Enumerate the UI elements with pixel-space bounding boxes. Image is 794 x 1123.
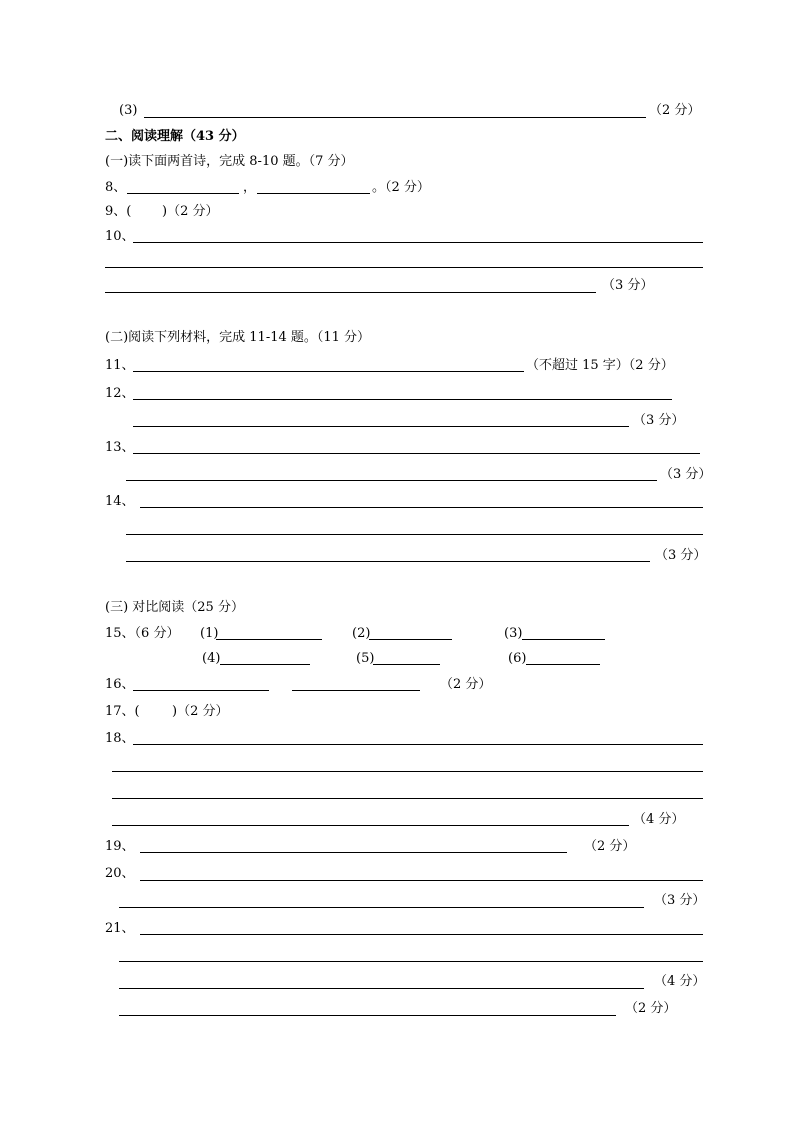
q15-blank-5[interactable] — [373, 664, 440, 665]
q19-number: 19、 — [105, 839, 135, 854]
q16-answer-line-2[interactable] — [292, 690, 420, 691]
q15-blank-label-2: (2) — [352, 626, 371, 641]
q11-answer-line[interactable] — [133, 371, 524, 372]
q15-blank-label-4: (4) — [202, 651, 221, 666]
q20-answer-line-2[interactable] — [119, 907, 644, 908]
part2-title: (二)阅读下列材料，完成 11-14 题。（11 分） — [105, 330, 371, 345]
q15-blank-label-1: (1) — [200, 626, 219, 641]
q21-number: 21、 — [105, 921, 135, 936]
q15-blank-label-3: (3) — [504, 626, 523, 641]
q11-score: （不超过 15 字）（2 分） — [526, 358, 674, 373]
q17-number: 17、( — [105, 704, 140, 719]
q20-score: （3 分） — [654, 893, 706, 908]
q15-blank-1[interactable] — [216, 639, 322, 640]
q20-answer-line-1[interactable] — [140, 880, 703, 881]
q15-number: 15、（6 分） — [105, 626, 180, 641]
q13-answer-line-2[interactable] — [126, 480, 657, 481]
q15-blank-4[interactable] — [220, 664, 310, 665]
q16-number: 16、 — [105, 677, 135, 692]
q15-blank-label-5: (5) — [356, 651, 375, 666]
q21-answer-line-4[interactable] — [119, 1015, 616, 1016]
q10-number: 10、 — [105, 229, 135, 244]
q8-comma: ， — [243, 180, 257, 195]
q21-score-2: （2 分） — [625, 1001, 677, 1016]
q3-score: （2 分） — [649, 103, 701, 118]
q8-answer-line-2[interactable] — [257, 193, 370, 194]
q15-blank-label-6: (6) — [508, 651, 527, 666]
q8-score: 。（2 分） — [372, 180, 430, 195]
q19-score: （2 分） — [584, 839, 636, 854]
q9-number: 9、( — [105, 204, 132, 219]
q15-blank-3[interactable] — [522, 639, 605, 640]
q13-answer-line-1[interactable] — [133, 453, 700, 454]
q11-number: 11、 — [105, 358, 135, 373]
q13-score: （3 分） — [660, 467, 712, 482]
q12-number: 12、 — [105, 386, 135, 401]
q16-answer-line-1[interactable] — [133, 690, 269, 691]
q10-answer-line-1[interactable] — [133, 242, 703, 243]
q9-score: )（2 分） — [162, 204, 219, 219]
q21-answer-line-1[interactable] — [140, 934, 703, 935]
q18-answer-line-2[interactable] — [112, 771, 703, 772]
q13-number: 13、 — [105, 440, 135, 455]
q14-answer-line-3[interactable] — [126, 561, 650, 562]
q3-answer-line[interactable] — [144, 117, 646, 118]
q20-number: 20、 — [105, 866, 135, 881]
q15-blank-6[interactable] — [526, 664, 600, 665]
q12-answer-line-1[interactable] — [133, 399, 672, 400]
q18-answer-line-1[interactable] — [133, 744, 703, 745]
q19-answer-line[interactable] — [140, 852, 567, 853]
q18-answer-line-4[interactable] — [112, 825, 629, 826]
q17-score: )（2 分） — [172, 704, 229, 719]
q10-answer-line-2[interactable] — [105, 267, 703, 268]
q18-answer-line-3[interactable] — [112, 798, 703, 799]
q12-score: （3 分） — [633, 413, 685, 428]
q18-number: 18、 — [105, 731, 135, 746]
q15-blank-2[interactable] — [369, 639, 452, 640]
q18-score: （4 分） — [633, 812, 685, 827]
q8-answer-line-1[interactable] — [127, 193, 239, 194]
q21-score-1: （4 分） — [654, 974, 706, 989]
q14-score: （3 分） — [655, 548, 707, 563]
q21-answer-line-2[interactable] — [119, 961, 703, 962]
q12-answer-line-2[interactable] — [133, 426, 629, 427]
q14-answer-line-2[interactable] — [126, 534, 703, 535]
reading-section-title: 二、阅读理解（43 分） — [105, 129, 245, 144]
part3-title: (三) 对比阅读（25 分） — [105, 600, 244, 615]
q21-answer-line-3[interactable] — [119, 988, 644, 989]
q10-answer-line-3[interactable] — [105, 292, 596, 293]
q16-score: （2 分） — [440, 677, 492, 692]
q3-label: (3) — [119, 103, 138, 118]
part1-title: (一)读下面两首诗，完成 8-10 题。（7 分） — [105, 154, 354, 169]
q14-answer-line-1[interactable] — [140, 507, 703, 508]
q14-number: 14、 — [105, 494, 135, 509]
q8-number: 8、 — [105, 180, 127, 195]
q10-score: （3 分） — [602, 278, 654, 293]
